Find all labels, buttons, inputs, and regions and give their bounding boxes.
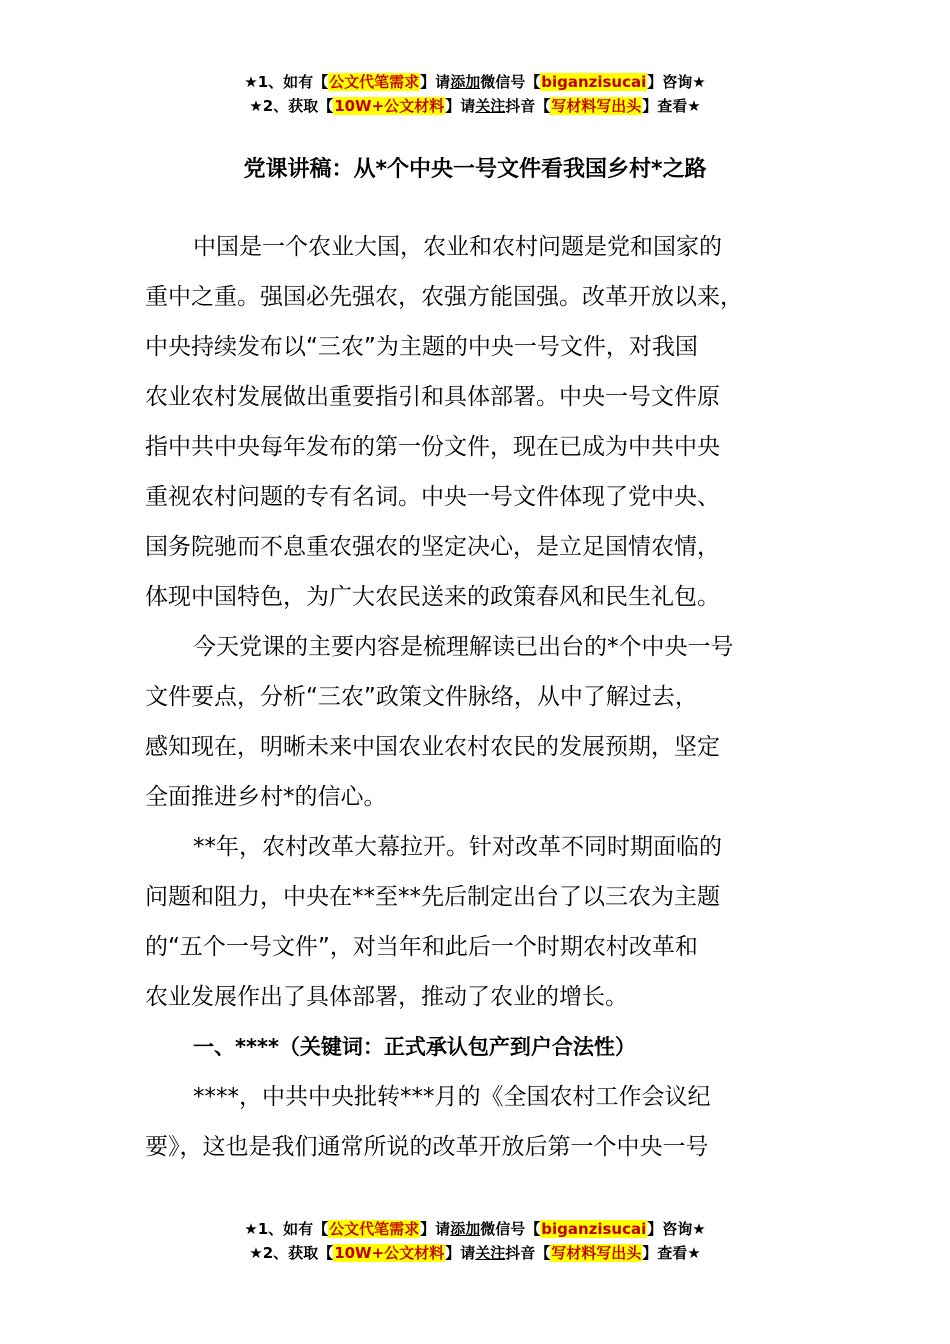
banner-underlined-text: 关注 bbox=[475, 1244, 506, 1262]
banner-text: 抖音【 bbox=[505, 97, 551, 115]
banner-text: 】查看★ bbox=[642, 97, 701, 115]
body-line: **年，农村改革大幕拉开。针对改革不同时期面临的 bbox=[193, 834, 722, 860]
body-line: 全面推进乡村*的信心。 bbox=[145, 784, 387, 810]
body-line: 体现中国特色，为广大农民送来的政策春风和民生礼包。 bbox=[145, 584, 720, 610]
body-line: 指中共中央每年发布的第一份文件，现在已成为中共中央 bbox=[145, 434, 720, 460]
banner-text: 】请 bbox=[445, 97, 476, 115]
banner-text: ★2、获取【 bbox=[249, 1244, 334, 1262]
banner-text: 】查看★ bbox=[642, 1244, 701, 1262]
banner-text: ★2、获取【 bbox=[249, 97, 334, 115]
banner-text: 】咨询★ bbox=[647, 1220, 706, 1238]
banner-highlight: 写材料写出头 bbox=[551, 1244, 642, 1262]
banner-highlight: 写材料写出头 bbox=[551, 97, 642, 115]
banner-highlight: 公文代笔需求 bbox=[329, 1220, 420, 1238]
banner-text: 微信号【 bbox=[480, 1220, 541, 1238]
banner-underlined-text: 添加 bbox=[450, 1220, 481, 1238]
section-heading: 一、****（关键词：正式承认包产到户合法性） bbox=[193, 1035, 636, 1059]
body-line: 农业发展作出了具体部署，推动了农业的增长。 bbox=[145, 984, 628, 1010]
body-line: 文件要点，分析“三农”政策文件脉络，从中了解过去， bbox=[145, 684, 698, 710]
body-line: 今天党课的主要内容是梳理解读已出台的*个中央一号 bbox=[193, 634, 734, 660]
banner-highlight: biganzisucai bbox=[541, 73, 647, 91]
banner-text: 微信号【 bbox=[480, 73, 541, 91]
footer-banner bbox=[0, 1217, 950, 1265]
banner-text: ★1、如有【 bbox=[244, 1220, 329, 1238]
banner-text: 】请 bbox=[445, 1244, 476, 1262]
banner-highlight: 10W+公文材料 bbox=[334, 1244, 445, 1262]
banner-underlined-text: 添加 bbox=[450, 73, 481, 91]
banner-line-2 bbox=[0, 1241, 950, 1265]
body-line: 的“五个一号文件”，对当年和此后一个时期农村改革和 bbox=[145, 934, 698, 960]
banner-text: 】咨询★ bbox=[647, 73, 706, 91]
banner-highlight: 10W+公文材料 bbox=[334, 97, 445, 115]
body-line: 国务院驰而不息重农强农的坚定决心，是立足国情农情， bbox=[145, 534, 720, 560]
header-banner bbox=[0, 70, 950, 118]
body-line: 农业农村发展做出重要指引和具体部署。中央一号文件原 bbox=[145, 384, 720, 410]
body-line: 要》，这也是我们通常所说的改革开放后第一个中央一号 bbox=[145, 1134, 709, 1160]
banner-text: ★1、如有【 bbox=[244, 73, 329, 91]
banner-text: 】请 bbox=[420, 73, 451, 91]
banner-underlined-text: 关注 bbox=[475, 97, 506, 115]
banner-highlight: 公文代笔需求 bbox=[329, 73, 420, 91]
banner-line-1 bbox=[0, 70, 950, 94]
body-line: 重视农村问题的专有名词。中央一号文件体现了党中央、 bbox=[145, 484, 720, 510]
banner-line-2 bbox=[0, 94, 950, 118]
banner-text: 抖音【 bbox=[505, 1244, 551, 1262]
banner-text: 】请 bbox=[420, 1220, 451, 1238]
body-line: 中国是一个农业大国，农业和农村问题是党和国家的 bbox=[193, 234, 722, 260]
banner-highlight: biganzisucai bbox=[541, 1220, 647, 1238]
body-line: 问题和阻力，中央在**至**先后制定出台了以三农为主题 bbox=[145, 884, 720, 910]
document-title: 党课讲稿：从*个中央一号文件看我国乡村*之路 bbox=[243, 157, 707, 182]
body-line: 感知现在，明晰未来中国农业农村农民的发展预期，坚定 bbox=[145, 734, 720, 760]
body-line: ****，中共中央批转***月的《全国农村工作会议纪 bbox=[193, 1084, 711, 1110]
body-line: 重中之重。强国必先强农，农强方能国强。改革开放以来， bbox=[145, 284, 743, 310]
body-line: 中央持续发布以“三农”为主题的中央一号文件，对我国 bbox=[145, 334, 698, 360]
banner-line-1 bbox=[0, 1217, 950, 1241]
document-body bbox=[145, 222, 805, 1172]
